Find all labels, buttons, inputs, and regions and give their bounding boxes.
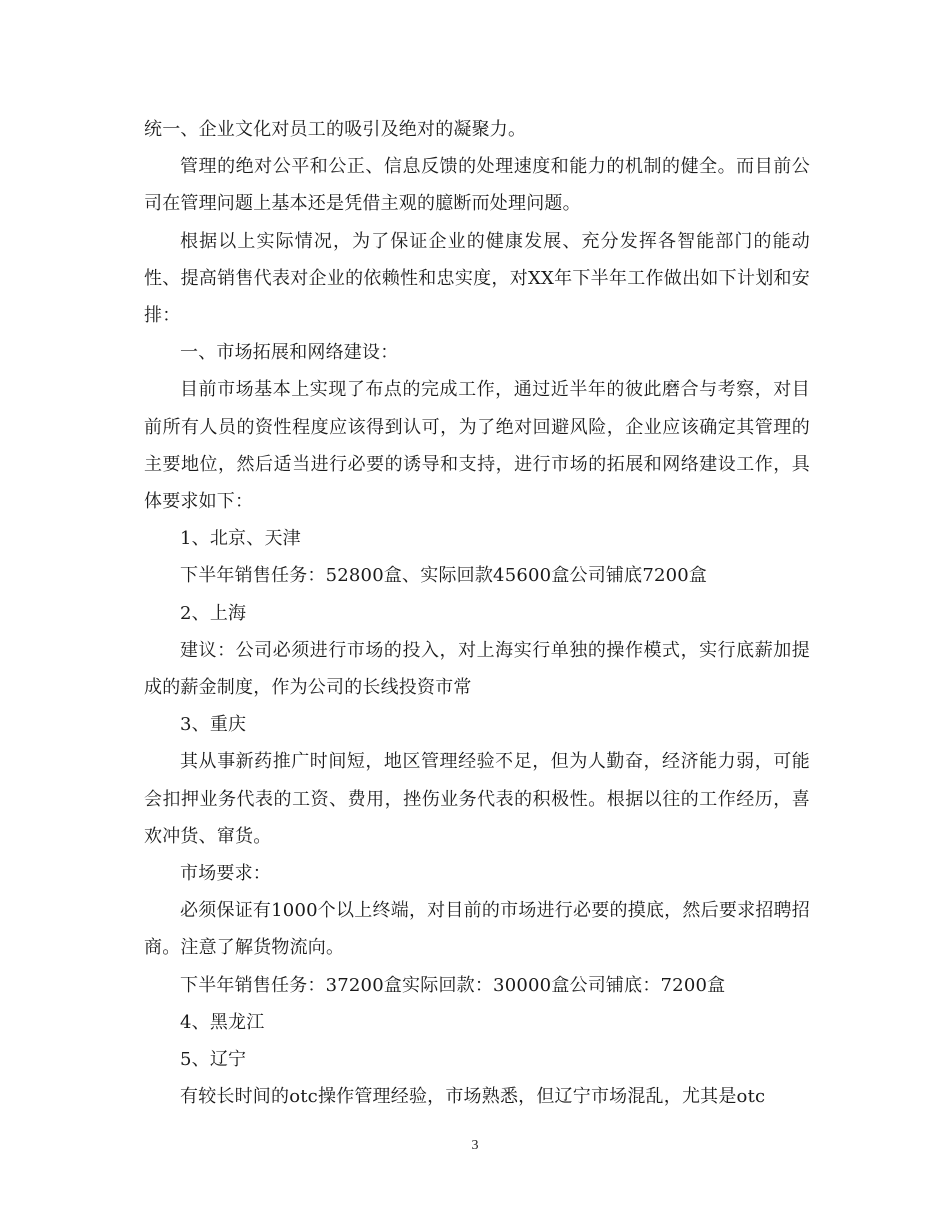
paragraph: 4、黑龙江: [180, 1011, 265, 1033]
paragraph: 2、上海: [180, 602, 247, 624]
paragraph: 根据以上实际情况，为了保证企业的健康发展、充分发挥各智能部门的能动性、提高销售代表对企业的依赖性和忠实度，对XX年下半年工作做出如下计划和安排：: [144, 230, 810, 327]
paragraph: 1、北京、天津: [180, 528, 301, 550]
paragraph: 下半年销售任务：52800盒、实际回款45600盒公司铺底7200盒: [180, 565, 708, 587]
paragraph: 有较长时间的otc操作管理经验，市场熟悉，但辽宁市场混乱，尤其是otc: [180, 1086, 766, 1108]
paragraph: 建议：公司必须进行市场的投入，对上海实行单独的操作模式，实行底薪加提成的薪金制度，作为公司的长线投资市常: [144, 639, 810, 699]
page-number: 3: [471, 1138, 479, 1153]
paragraph: 统一、企业文化对员工的吸引及绝对的凝聚力。: [144, 119, 527, 140]
paragraph: 市场要求：: [180, 863, 271, 885]
document-body: [144, 111, 810, 1115]
paragraph: 目前市场基本上实现了布点的完成工作，通过近半年的彼此磨合与考察，对目前所有人员的资性程度应该得到认可，为了绝对回避风险，企业应该确定其管理的主要地位，然后适当进行必要的诱导和支持，进行市场的拓展和网络建设工作，具体要求如下：: [144, 379, 810, 513]
paragraph: 下半年销售任务：37200盒实际回款：30000盒公司铺底：7200盒: [180, 974, 726, 996]
paragraph: 5、辽宁: [180, 1049, 247, 1071]
paragraph: 一、市场拓展和网络建设：: [180, 342, 399, 364]
paragraph: 其从事新药推广时间短，地区管理经验不足，但为人勤奋，经济能力弱，可能会扣押业务代表的工资、费用，挫伤业务代表的积极性。根据以往的工作经历，喜欢冲货、窜货。: [144, 751, 810, 847]
paragraph: 管理的绝对公平和公正、信息反馈的处理速度和能力的机制的健全。而目前公司在管理问题上基本还是凭借主观的臆断而处理问题。: [144, 156, 810, 215]
paragraph: 3、重庆: [180, 714, 247, 736]
paragraph: 必须保证有1000个以上终端，对目前的市场进行必要的摸底，然后要求招聘招商。注意了解货物流向。: [144, 900, 810, 959]
